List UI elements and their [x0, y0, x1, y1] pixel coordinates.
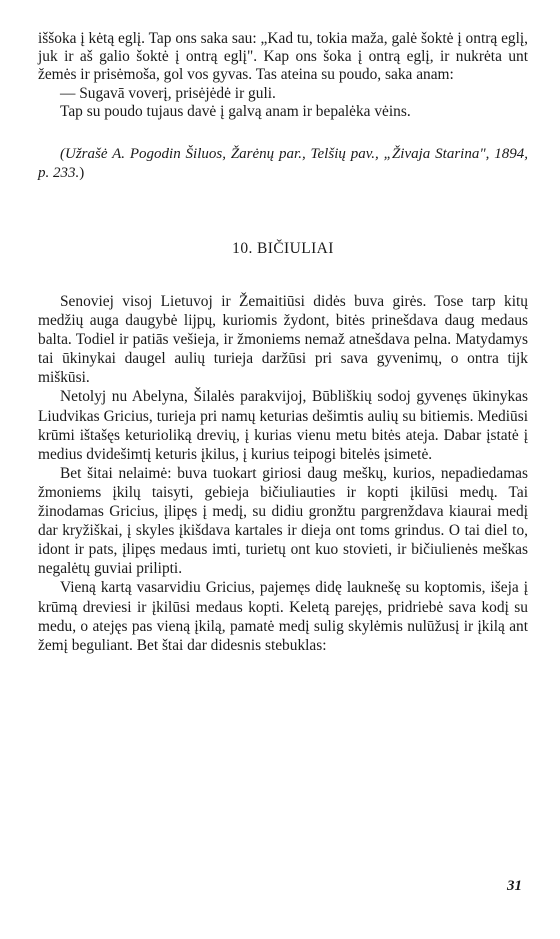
source-citation-close: ) — [79, 165, 85, 182]
paragraph: Senoviej visoj Lietuvoj ir Žemaitiūsi didės buva girės. Tose tarp kitų medžių auga daugybė lijpų, kuriomis žydont, bitės prinešdava daug medaus balta. Todiel ir patiās vešieja, ir žmoniems nemaž atnešdava pelna. Matydamys tai ūkinykai daugel aulių turieja daržūsi pri sava gyvenimų, o ontra tijk miškūsi. — [38, 293, 528, 387]
story-body — [38, 292, 528, 655]
paragraph: Tap su poudo tujaus davė į galvą anam ir bepalėka vėins. — [60, 102, 411, 120]
dialogue-line: — Sugavā voverį, prisėjėdė ir guli. — [60, 84, 276, 102]
paragraph: iššoka į kėtą eglį. Tap ons saka sau: „Kad tu, tokia maža, galė šoktė į ontrą eglį, juk ir aš galio šoktė į ontrą eglį". Kap ons šoka į ontrą eglį, ir nukrėta unt žemės ir prisėmoša, gol vos gyvas. Tas ateina su poudo, saka anam: — [38, 30, 528, 84]
previous-story-ending — [38, 30, 528, 121]
page-number: 31 — [507, 878, 522, 894]
paragraph: Vieną kartą vasarvidiu Gricius, pajemęs didę lauknešę su koptomis, išeja į krūmą dreviesi ir įkilūsi medaus kopti. Keletą parejęs, pridriebė sava kodį su medu, o atejęs pas vieną įkilą, pamatė medį sulig skylėmis nulūžusį ir įkilą ant žemį beguliant. Bet štai dar didesnis stebuklas: — [38, 579, 528, 654]
paragraph: Bet šitai nelaimė: buva tuokart giriosi daug meškų, kurios, nepadiedamas žmoniems įkilų taisyti, gebieja bičiuliauties ir kopti įkilūsi medų. Tai žinodamas Gricius, įlipęs į medį, su didiu gronžtu pargrenždava kiaurai medį dar kryžiškai, į skyles įkišdava kartales ir dieja ont toms grindus. O tai diel to, idont ir pats, įlipęs medaus imti, turietų ont kuo stovieti, ir bičiulienės meškas negalėtų guviai prilipti. — [38, 464, 528, 578]
source-citation-text: (Užrašė A. Pogodin Šiluos, Žarėnų par., Telšių pav., „Živaja Starina", 1894, p. 233. — [38, 146, 528, 182]
story-title: 10. BIČIULIAI — [232, 240, 334, 258]
paragraph: Netolyj nu Abelyna, Šilalės parakvijoj, Būbliškių sodoj gyvenęs ūkinykas Liudvikas Gricius, turieja pri namų keturias dešimtis aulių su bitiemis. Mediūsi krūmi ištašęs keturioliką drevių, į kurias vienu metu bitės ateja. Dabar įstatė į medius dvidešimtį keturis įkilus, į kurius teipogi bitelės įsimetė. — [38, 388, 528, 463]
book-page — [38, 30, 528, 920]
source-citation — [38, 145, 528, 183]
